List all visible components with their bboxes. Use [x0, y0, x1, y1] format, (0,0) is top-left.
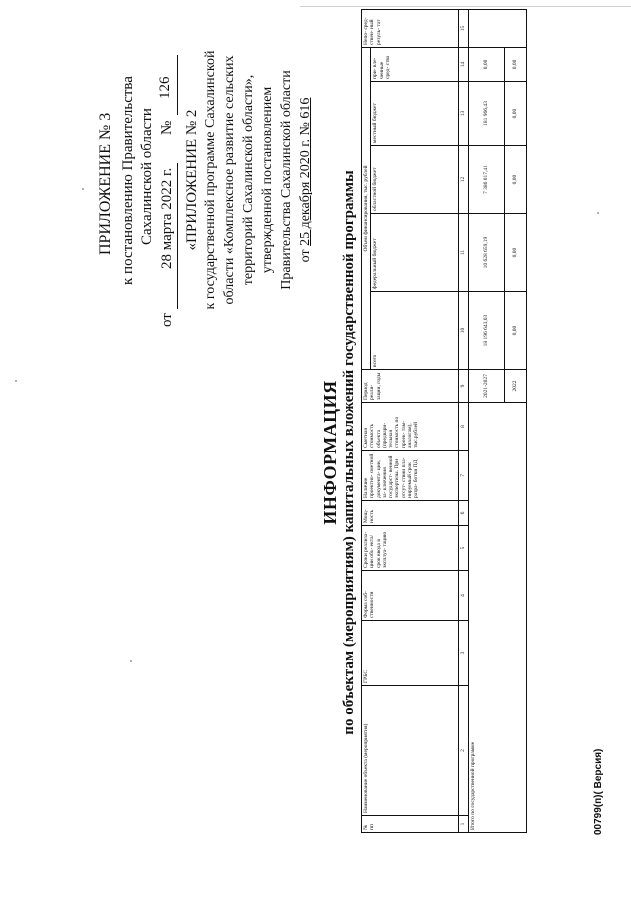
column-number: 14 — [459, 47, 468, 81]
row-other: 0,00 — [504, 47, 526, 81]
document-subtitle: по объектам (мероприятиям) капитальных вложений государственной программы — [341, 170, 357, 735]
column-number: 6 — [459, 501, 468, 526]
col-header-name: Наименование объекта (мероприятия) — [362, 686, 459, 816]
column-number: 7 — [459, 451, 468, 501]
row-period: 2021-2027 — [468, 370, 504, 403]
col-header-total: всего — [371, 292, 459, 370]
column-number-row — [459, 9, 468, 832]
date-from-label: от — [159, 313, 175, 327]
column-number: 15 — [459, 9, 468, 47]
column-number: 12 — [459, 146, 468, 214]
col-header-design-docs: Наличие проектно- сметной документа- ции, за- ключения государст- венной экспертизы. При отсут- ствии пла- нируемый срок разра- ботки ПД — [362, 451, 459, 501]
column-number: 10 — [459, 292, 468, 370]
appendix2-title: «ПРИЛОЖЕНИЕ № 2 — [184, 109, 200, 251]
column-number: 4 — [459, 571, 468, 621]
col-header-period: Период реали- зации, годы — [362, 370, 459, 403]
approved-line: утвержденной постановлением — [260, 86, 275, 274]
government-line: Правительства Сахалинской области — [279, 70, 294, 290]
row-other: 0,00 — [468, 47, 504, 81]
row-total: 0,00 — [504, 292, 526, 370]
capital-investment-table — [361, 9, 527, 833]
resolution-line: к постановлению Правительства — [120, 76, 136, 285]
column-number: 5 — [459, 526, 468, 571]
header-row-1 — [362, 9, 371, 832]
column-number: 1 — [459, 816, 468, 833]
col-header-estimated-cost: Сметная стоимость объекта (предвари- тельная стоимость по проек- там- аналогам), тыс.рублей — [362, 403, 459, 451]
row-regional: 7 386 017,41 — [468, 146, 504, 214]
col-header-terms: Сроки реализа- ции объ- екта/срок ввода в эксплуа- тацию — [362, 526, 459, 571]
number-underline — [177, 55, 178, 115]
col-header-federal: федеральный бюджет — [371, 214, 459, 292]
resolution-number: 126 — [157, 76, 173, 99]
col-header-ownership: Форма соб- ственности — [362, 571, 459, 621]
row-regional: 0,00 — [504, 146, 526, 214]
col-header-regional: областной бюджет — [371, 146, 459, 214]
row-total: 18 196 643,03 — [468, 292, 504, 370]
document-code: 00799(п)( Версия) — [593, 748, 604, 835]
col-header-local: местный бюджет — [371, 82, 459, 146]
column-number: 8 — [459, 403, 468, 451]
col-header-result: Непо- сред- ствен- ный резуль- тат — [362, 9, 459, 47]
region-line: Сахалинской области — [139, 108, 155, 245]
column-number: 11 — [459, 214, 468, 292]
program-line-1: к государственной программе Сахалинской — [203, 50, 218, 310]
column-number: 3 — [459, 621, 468, 686]
row-federal: 10 628 659,19 — [468, 214, 504, 292]
row-period: 2022 — [504, 370, 526, 403]
appendix-title: ПРИЛОЖЕНИЕ № 3 — [97, 112, 114, 255]
approval-date-line — [298, 35, 314, 325]
document-title: ИНФОРМАЦИЯ — [320, 380, 340, 525]
col-header-grbs: ГРБС — [362, 621, 459, 686]
row-result — [468, 9, 526, 47]
col-header-capacity: Мощ- ность — [362, 501, 459, 526]
column-number: 13 — [459, 82, 468, 146]
col-header-funding: Объем финансирования, тыс. рублей — [362, 47, 371, 369]
col-header-other: при- вле- ченные сред- ства — [371, 47, 459, 81]
row-local: 181 966,43 — [468, 82, 504, 146]
program-line-2: области «Комплексное развитие сельских — [222, 55, 237, 305]
total-label: Итого по государственной программе — [468, 403, 526, 833]
col-header-no: № пп — [362, 816, 459, 833]
number-label: № — [159, 120, 175, 135]
column-number: 9 — [459, 370, 468, 403]
program-line-3: территорий Сахалинской области», — [241, 74, 256, 286]
approval-from-label: от — [298, 249, 313, 263]
date-underline — [177, 163, 178, 309]
approval-date-number: 25 декабря 2020 г. № 616 — [298, 97, 313, 246]
table-row — [468, 9, 504, 832]
column-number: 2 — [459, 686, 468, 816]
row-local: 0,00 — [504, 82, 526, 146]
row-federal: 0,00 — [504, 214, 526, 292]
resolution-date: 28 марта 2022 г. — [159, 167, 175, 269]
